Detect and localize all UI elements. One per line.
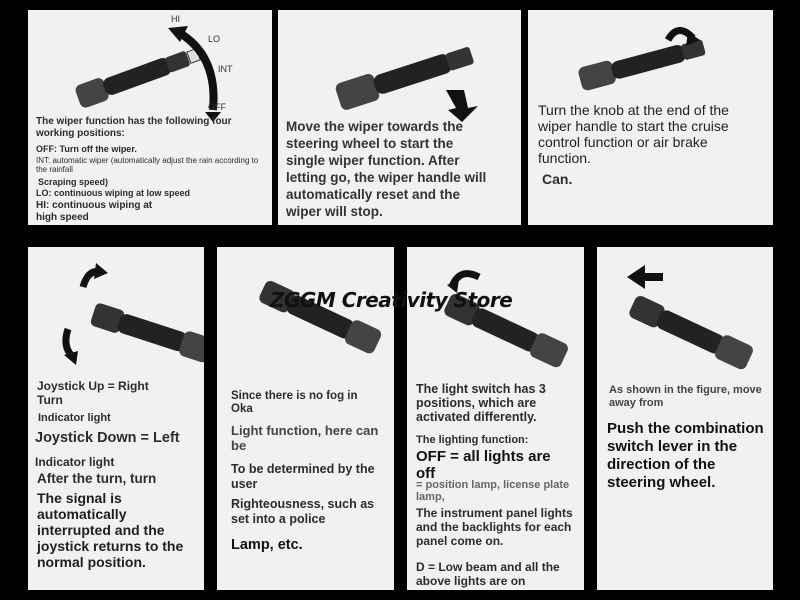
joystick-down: Joystick Down = Left	[35, 430, 180, 446]
turn-signal-illustration	[28, 247, 204, 377]
panel-wiper-positions	[28, 10, 272, 225]
label-hi: HI	[171, 14, 180, 24]
label-int: INT	[218, 64, 233, 74]
lights-off: OFF = all lights are off	[416, 448, 551, 482]
lighting-function: The lighting function:	[416, 434, 529, 446]
righteous-text: Righteousness, such as set into a police	[231, 497, 375, 526]
signal-text: The signal is automatically interrupted and the joystick returns to the normal position.	[37, 490, 184, 570]
panel-push-lever	[597, 247, 773, 590]
cruise-knob-text: Turn the knob at the end of the wiper handle to start the cruise control function or air brake function.	[538, 102, 729, 166]
panel-cruise-knob	[528, 10, 773, 225]
joystick-up: Joystick Up = Right Turn	[37, 379, 149, 407]
after-turn: After the turn, turn	[37, 471, 157, 486]
single-wipe-text: Move the wiper towards the steering wheel to start the single wiper function. After letting go, the wiper handle will automatically reset and the wiper will stop.	[286, 119, 487, 219]
fog-text: Since there is no fog in Oka	[231, 390, 358, 415]
light-function: Light function, here can be	[231, 423, 379, 453]
wiper-lo: LO: continuous wiping at low speed	[36, 188, 190, 198]
push-lever-illustration	[597, 247, 773, 377]
indicator-light-2: Indicator light	[35, 455, 115, 469]
position-lamp: = position lamp, license plate lamp,	[416, 479, 570, 503]
wiper-hi: HI: continuous wiping at high speed	[36, 200, 153, 223]
wiper-intro: The wiper function has the following four working positions:	[36, 116, 232, 139]
determined-text: To be determined by the user	[231, 462, 375, 491]
instrument-lights: The instrument panel lights and the backlights for each panel come on.	[416, 506, 573, 548]
switch-positions: The light switch has 3 positions, which are activated differently.	[416, 382, 546, 424]
watermark: ZGGM Creativity Store	[270, 288, 513, 312]
panel-single-wipe	[278, 10, 521, 225]
wiper-knob-illustration	[528, 10, 773, 110]
indicator-light-1: Indicator light	[38, 412, 111, 424]
push-text: Push the combination switch lever in the direction of the steering wheel.	[607, 420, 764, 491]
cruise-knob-can: Can.	[542, 171, 573, 187]
label-lo: LO	[208, 34, 221, 44]
wiper-lever-illustration	[28, 10, 272, 130]
shown-figure: As shown in the figure, move away from	[609, 384, 762, 409]
wiper-int: INT: automatic wiper (automatically adjust the rain according to the rainfall	[36, 156, 259, 174]
wiper-lever-push-illustration	[278, 10, 521, 125]
wiper-scraping: Scraping speed)	[38, 177, 109, 187]
lamp-text: Lamp, etc.	[231, 537, 303, 553]
low-beam: D = Low beam and all the above lights are on	[416, 560, 560, 588]
wiper-off: OFF: Turn off the wiper.	[36, 144, 137, 154]
panel-turn-signal	[28, 247, 204, 590]
light-switch-illustration	[407, 247, 584, 377]
label-off: OFF	[208, 102, 226, 112]
